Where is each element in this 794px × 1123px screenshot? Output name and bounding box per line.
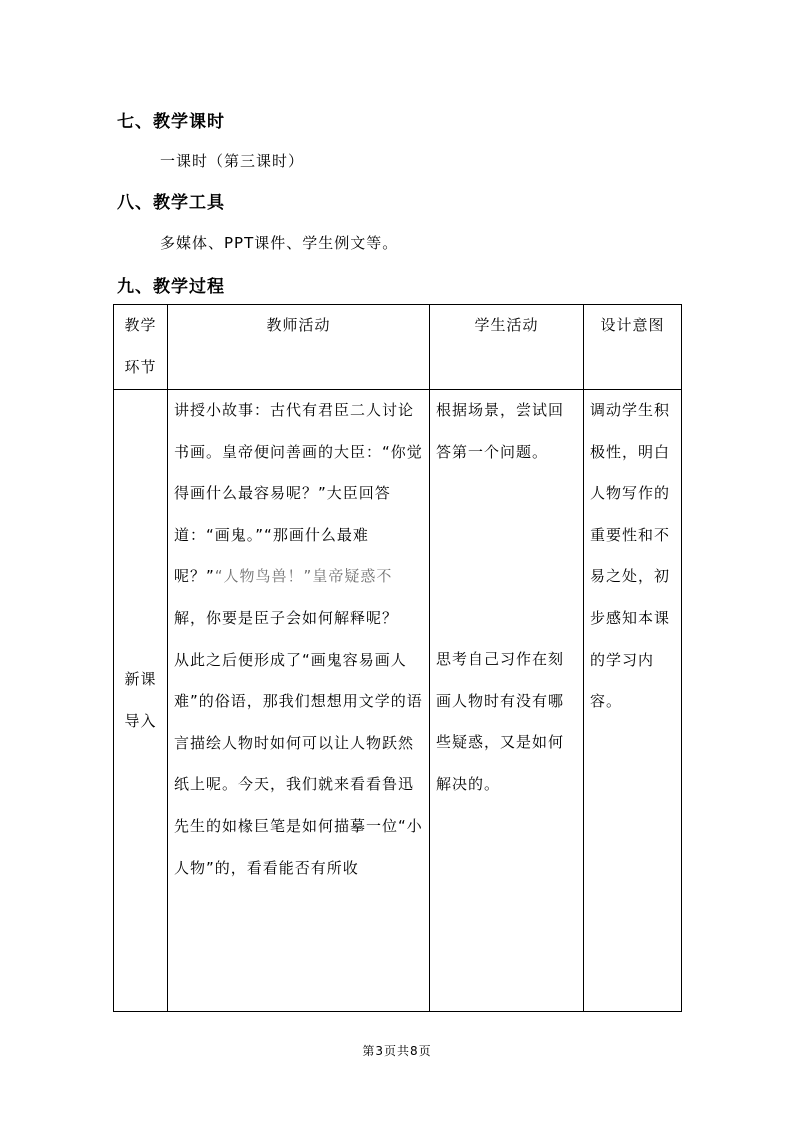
header-student-activity: 学生活动: [430, 305, 584, 390]
teacher-text-emperor-doubt: “人物鸟兽！”皇帝疑惑不: [214, 567, 393, 586]
stage-line2: 导入: [124, 711, 157, 730]
table-header-row: [114, 305, 682, 390]
section-heading-teaching-hours: 七、教学课时: [117, 112, 225, 132]
teaching-process-table: [113, 304, 682, 1012]
cell-teacher-activity: [168, 390, 430, 1012]
table-row: [114, 390, 682, 1012]
cell-stage: [114, 390, 168, 1012]
spacer: [436, 473, 577, 639]
student-text-reflect: 思考自己习作在刻画人物时有没有哪些疑惑，又是如何解决的。: [436, 650, 565, 793]
teacher-text-question: 解，你要是臣子会如何解释呢？: [174, 608, 399, 627]
teacher-text-story: 讲授小故事：古代有君臣二人讨论书画。皇帝便问善画的大臣：“你觉得画什么最容易呢？”大臣回答道：“画鬼。”“那画什么最难呢？”: [174, 401, 423, 586]
cell-student-activity: [430, 390, 584, 1012]
stage-line1: 新课: [124, 669, 157, 688]
teaching-tools-text: 多媒体、PPT课件、学生例文等。: [160, 234, 399, 252]
header-stage: [114, 305, 168, 390]
header-teacher-activity: 教师活动: [168, 305, 430, 390]
cell-design-intent: 调动学生积极性，明白人物写作的重要性和不易之处，初步感知本课的学习内容。: [584, 390, 682, 1012]
page-footer: 第3页共8页: [362, 1044, 432, 1058]
student-text-answer: 根据场景，尝试回答第一个问题。: [436, 401, 565, 461]
header-stage-line2: 环节: [124, 357, 157, 376]
section-heading-teaching-tools: 八、教学工具: [117, 193, 225, 213]
header-design-intent: 设计意图: [584, 305, 682, 390]
teacher-text-introduction: 从此之后便形成了“画鬼容易画人难”的俗语，那我们想想用文学的语言描绘人物时如何可以让人物跃然纸上呢。今天，我们就来看看鲁迅先生的如椽巨笔是如何描摹一位“小人物”的，看看能否有所收: [174, 650, 423, 877]
section-heading-teaching-process: 九、教学过程: [117, 277, 225, 297]
header-stage-line1: 教学: [124, 316, 157, 334]
teaching-hours-text: 一课时（第三课时）: [160, 152, 305, 170]
